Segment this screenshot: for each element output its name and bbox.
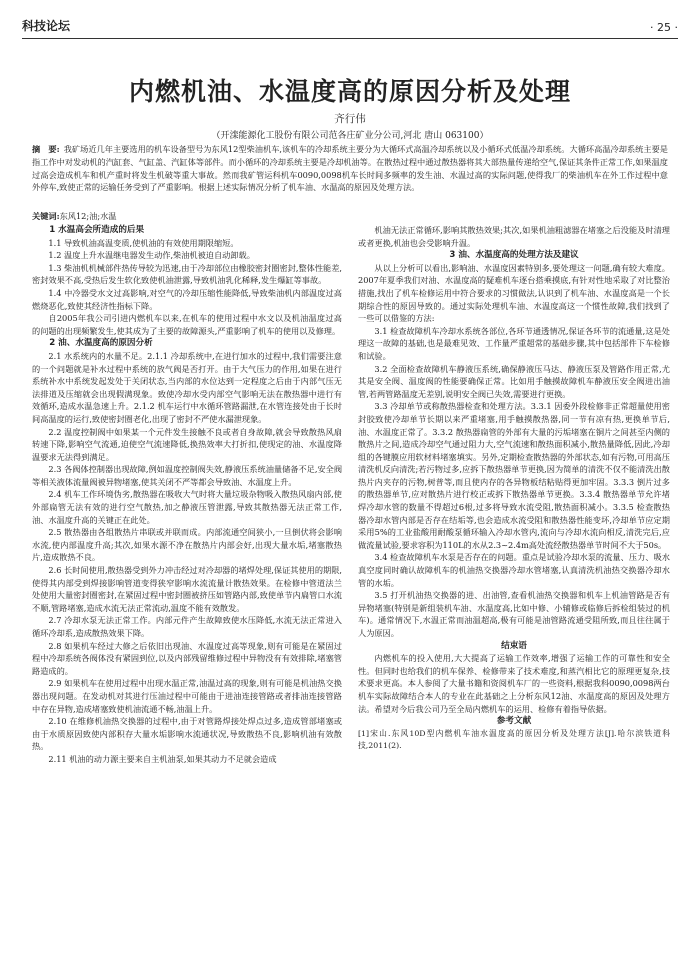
right-column bbox=[358, 224, 670, 753]
body-paragraph: 2.8 如果机车经过大修之后依旧出现油、水温度过高等现象,则有可能是在紧固过程中冷却系统各阀体没有紧固到位,以及内部残留维修过程中异物没有有效排除,堵塞管路造成的。 bbox=[32, 640, 342, 676]
body-paragraph: 1.4 中冷器受水文过高影响,对空气的冷却压缩性能降低,导致柴油机内部温度过高燃烧恶化,致使其经济性指标下降。 bbox=[32, 287, 342, 311]
body-paragraph: 3.1 检查故障机车冷却水系统各部位,各环节通透情况,保证各环节的流通量,这是处理这一故障的基础,也是最难见效、工作量严重超常的基础步骤,其中包括部件下车检修和试验。 bbox=[358, 325, 670, 361]
abstract-label: 摘 要: bbox=[32, 144, 60, 154]
section-heading: 结束语 bbox=[501, 640, 527, 651]
body-paragraph: 2.5 散热器由各组散热片串联或并联而成。内部流通空间狭小,一旦倒伏将会影响水流,使内部温度升高;其次,如果水源不净在散热片内部会好,出现大量水垢,堵塞散热片,造成散热不良。 bbox=[32, 527, 342, 563]
body-paragraph: 2.3 各阀体控制器出现故障,例如温度控制阀失效,静液压系统油量储备不足,安全阀等相关液体流量阀被异物堵塞,使其关闭不严等都会导致油、水温度上升。 bbox=[32, 464, 343, 487]
body-paragraph: 自2005年我公司引进内燃机车以来,在机车的使用过程中水文以及机油温度过高的问题的出现频繁发生,使其成为了主要的故障源头,严重影响了机车的使用以及修理。 bbox=[32, 313, 342, 336]
left-column bbox=[32, 224, 342, 766]
body-paragraph: 从以上分析可以看出,影响油、水温度因素特别多,要处理这一问题,确有较大难度。2007年夏季我们对油、水温度高的疑难机车逐台搭乘摸底,有针对性地采取了对比整治措施,找出了机车检修运用中符合要求的习惯做法,认识到了机车油、水温度高是一个长期综合性的原因导致的。通过实际处理机车油、水温度高这一个惯性故障,我们找到了一些可以借鉴的方法: bbox=[358, 262, 670, 324]
page-number: · 25 · bbox=[650, 21, 678, 34]
body-paragraph: 3.5 打开机油热交换器的进、出油管,查看机油热交换器和机车上机油管路是否有异物堵塞(特别是新组装机车油、水温度高,比如中修、小辅修或临修后拆检组装过的机车)。通常情况下,水温正常而油温超高,极有可能是油管路流通受阻所致,而且往往属于人为原因。 bbox=[358, 590, 670, 638]
section-heading: 2 油、水温度高的原因分析 bbox=[49, 338, 153, 349]
body-paragraph: 2.10 在维修机油热交换器的过程中,由于对管路焊接处焊点过多,造成管部堵塞或由于水质原因致使内部积存大量水垢影响水流通状况,导致散热不良,影响机油有效散热。 bbox=[32, 716, 342, 752]
journal-section: 科技论坛 bbox=[22, 19, 71, 33]
body-paragraph: 2.9 如果机车在使用过程中出现水温正常,油温过高的现象,则有可能是机油热交换器出现问题。在发动机对其进行压油过程中可能由于进油连接管路或者排油连接管路中存在异物,造成堵塞致使机油流通不畅,油温上升。 bbox=[32, 678, 342, 714]
section-heading: 3 油、水温度高的处理方法及建议 bbox=[449, 250, 579, 261]
section-heading: 1 水温高会所造成的后果 bbox=[49, 225, 145, 235]
body-paragraph: 机油无法正常循环,影响其散热效果;其次,如果机油粗滤器在堵塞之后没能及时清理或者更换,机油也会受影响升温。 bbox=[358, 225, 670, 248]
body-paragraph: 2.7 冷却水泵无法正常工作。内部元件产生故障致使水压降低,水流无法正常进入循环冷却系,造成散热效果下降。 bbox=[32, 615, 342, 638]
author-affiliation: （开滦能源化工股份有限公司范各庄矿业分公司,河北 唐山 063100） bbox=[211, 131, 489, 141]
keywords bbox=[32, 211, 668, 222]
body-paragraph: 2.6 长时间使用,散热器受到外力冲击经过对冷却器的堵焊处理,保证其使用的期限,使得其内部受到焊接影响管道变得狭窄影响水流流量计散热效果。在检修中管道法兰处使用大量密封圈密封,在紧固过程中密封圈被挤压如管路内部,致使单节内扁管口水流不顺,管路堵塞,造成水流无法正常流动,温度不能有效散发。 bbox=[32, 565, 343, 613]
section-heading: 参考文献 bbox=[496, 716, 532, 727]
body-paragraph: 2.4 机车工作环境伪劣,散热器在吸收大气时将大量垃圾杂物吸入散热风扇内部,使外部扁管无法有效的进行空气散热,加之静液压管泄露,导致其散热器无法正常工作,油、水温度升高的关键正在此处。 bbox=[32, 489, 342, 525]
body-paragraph: 2.1 水系统内的水量不足。2.1.1 冷却系统中,在进行加水的过程中,我们需要注意的一个问题就是补水过程中系统的放气阀是否打开。由于大气压力的作用,如果在进行系统补水中系统发起发处于关闭状态,当内部的水位达到一定程度之后由于内部气压无法排道及压缩就会出现假满现象。致使冷却水受内部空气影响无法在散热器中进行有效循环,造成水温急速上升。2.1.2 机车运行中水循环管路漏泄,在水管连接处由于长时间高温度的运行,致使密封圈老化,出现了密封不严使水漏泄现象。 bbox=[32, 350, 342, 424]
keywords-text: 东风12;油;水温 bbox=[59, 211, 117, 221]
body-paragraph: 3.3 冷却单节或称散热器检查和处理方法。3.3.1 因委外段检修非正常超量使用密封胶致使冷却单节长期以来严重堵塞,用手触摸散热器,同一节有凉有热,更换单节后,油、水温度正常了。3.3.2 散热器扁管的外部有大量的污垢堵塞在铜片之间甚至内侧的散热片之间,造成冷却空气通过阻力大,空气流速和散热面积减小,散热量降低,因此,冷却组的各键膜应用软材料堵塞填实。另外,定期检查散热器的外部状态,如有污物,可用高压清洗机反向清洗;若污物过多,应拆下散热器单节更换,因为简单的清洗不仅不能清洗出散热片内夹存的污物,树普等,而且使内存的各异物板结粘贴得更加牢固。3.3.3 倒片过多的散热器单节,应对散热片进行校正或拆下散热器单节更换。3.3.4 散热器单节允许堵焊冷却水管的数量不得超过6根,过多将导致水流受阻,散热面积减小。3.3.5 检查散热器冷却水管内部是否存在结垢等,也会造成水流受阻和散热器性能变坏,冷却单节应定期采用5%的工业盐酸用耐酸泵循环输入冷却水管内,流向与冷却水流向相反,清洗完后,应做流量试验,要求容积为110L的水从2.3~2.4m高处流经散热器单节时间不大于50s。 bbox=[358, 401, 670, 550]
article-title: 内燃机油、水温度高的原因分析及处理 bbox=[128, 77, 571, 106]
body-paragraph: 2.2 温度控制阀中如果某一个元件发生接触不良或者自身故障,就会导致散热风扇转速下降,影响空气流通,迫使空气流速降低,换热效率大打折扣,使现定的油、水温度降温要求无法得到满足。 bbox=[32, 426, 342, 462]
running-header bbox=[22, 14, 678, 39]
body-paragraph: 3.4 检查故障机车水泵是否存在的问题。重点是试验冷却水泵的流量、压力、吸水真空度同时确认故障机车的机油热交换器冷却水管堵塞,认真清洗机油热交换器冷却水管的水垢。 bbox=[358, 552, 670, 588]
body-paragraph: 1.3 柴油机机械部件热传导较为迅速,由于冷却部位由橡胶密封圈密封,整体性能差,密封效果不高,受热后发生软化致使机油泄露,导致机油乳化稀释,发生爆缸等事故。 bbox=[32, 262, 343, 286]
body-paragraph: 2.11 机油的动力源主要来自主机油泵,如果其动力不足就会造成 bbox=[48, 753, 277, 764]
abstract-text: 我矿场近几年主要选用的机车设备型号为东风12型柴油机车,该机车的冷却系统主要分为大循环式高温冷却系统以及小循环式低温冷却系统。大循环高温冷却系统主要是指工作中对发动机的汽缸套、气缸盖、汽缸体等部件。而小循环的冷却系统主要是冷却机油等。在散热过程中通过散热器将其大部热量传递给空气,保证其条件正常工作,如果温度过高会造成机车和机产重时将发生机破等重大事故。然而我矿管运科机车0090,0098机车长时间多频率的发生油、水温过高的实际问题,使得我厂的柴油机车在外工作过程中意外停车,致使正常的运输任务受到了严重影响。根据上述实际情况分析了机车油、水温高的原因及处理方法。 bbox=[32, 144, 668, 193]
keywords-label: 关键词: bbox=[32, 211, 60, 221]
abstract bbox=[32, 143, 668, 194]
body-paragraph: 1.2 温度上升水温继电器发生动作,柴油机被迫自动卸载。 bbox=[48, 250, 255, 261]
reference-item: [1]宋山.东风10D型内燃机车油水温度高的原因分析及处理方法[J].哈尔滨铁道科技,2011(2). bbox=[358, 728, 670, 751]
body-paragraph: 3.2 全面检查故障机车静液压系统,确保静液压马达、静液压泵及管路作用正常,尤其是安全阀、温度阀的性能要确保正常。比如用手触摸故障机车静液压安全阀进出油管,若两管路温度无差别,说明安全阀已失效,需要进行更换。 bbox=[358, 363, 670, 399]
author-name: 齐行伟 bbox=[334, 113, 366, 125]
body-paragraph: 内燃机车的投入使用,大大提高了运输工作效率,增强了运输工作的可靠性和安全性。但同时也给我们的机车保养、检修带来了技术难度,和蒸汽相比它的原理更复杂,技术要求更高。本人参阅了大量书籍和资阅机车厂的一些资料,根据我科0090,0098两台机车实际故障结合本人的专业在此基础之上分析东风12油、水温度高的原因及处理方法。希望对今后我公司乃至全局内燃机车的运用、检修有着指导依据。 bbox=[358, 653, 670, 714]
body-paragraph: 1.1 导致机油高温变质,使机油的有效使用期限缩短。 bbox=[48, 237, 239, 248]
